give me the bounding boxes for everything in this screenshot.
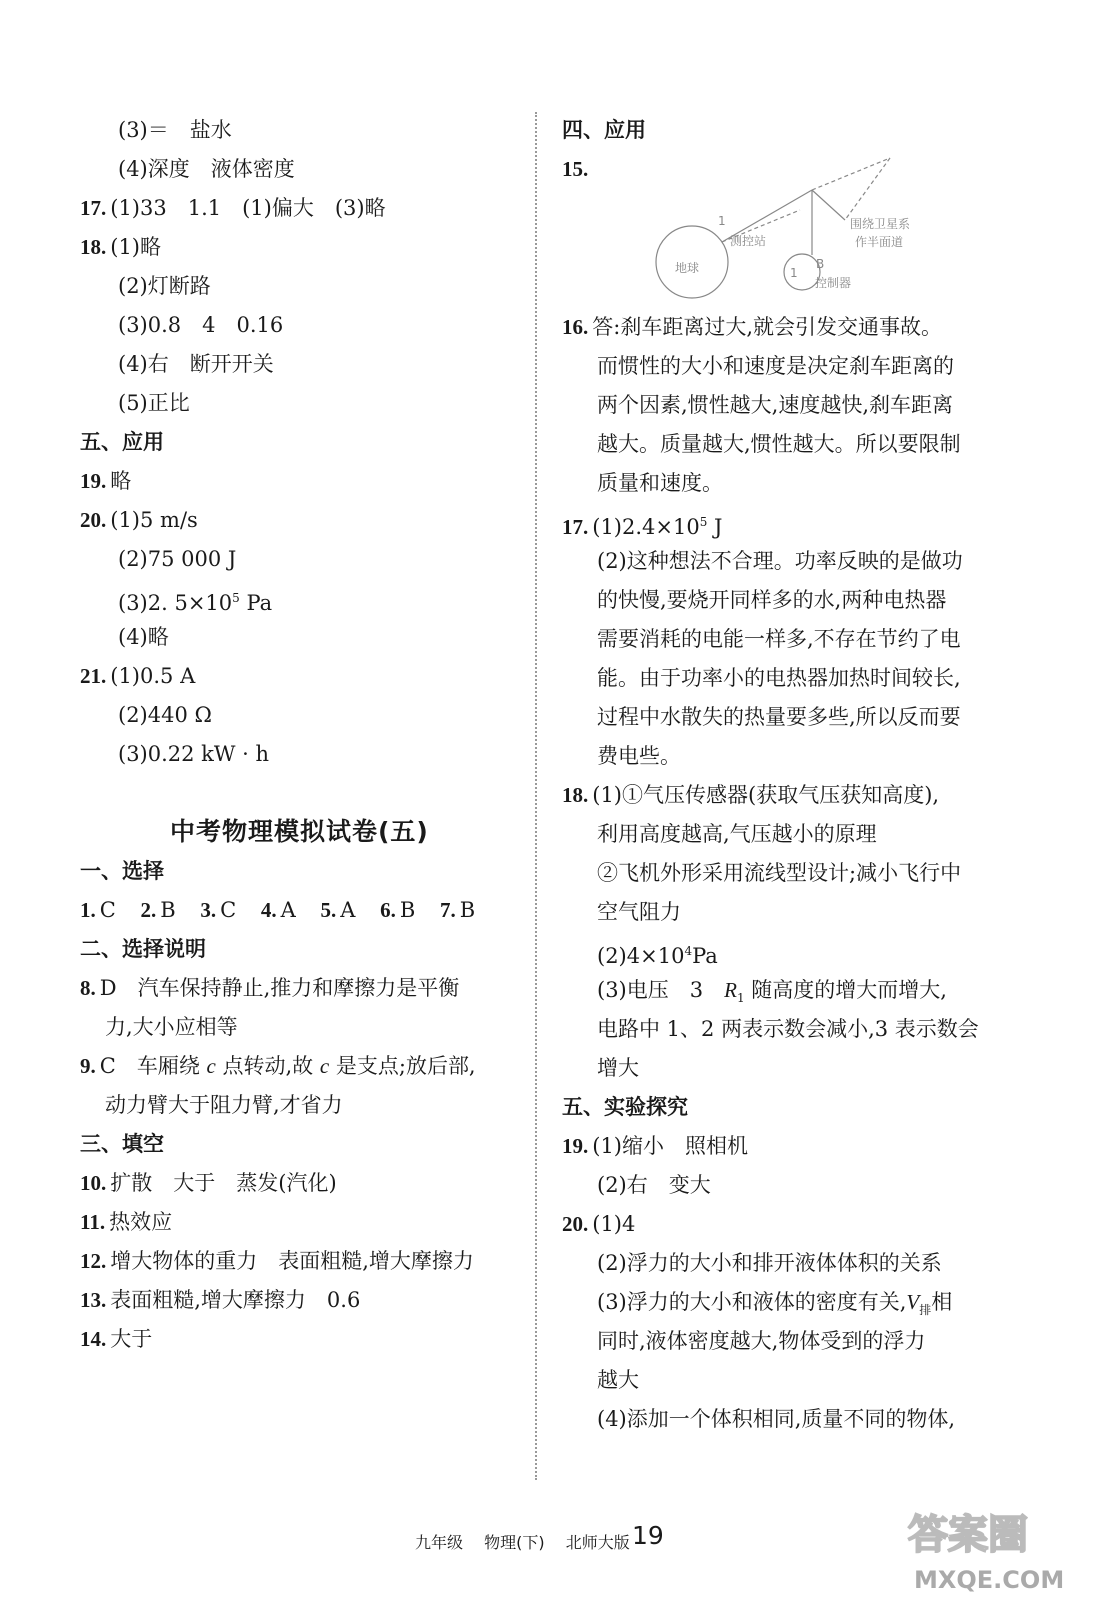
mc-ans-2: B — [160, 898, 176, 922]
q17-answer — [80, 193, 386, 223]
q16-part4: (4)深度 液体密度 — [118, 157, 295, 181]
page-footer — [415, 1530, 646, 1553]
q13-answer — [80, 1285, 360, 1315]
section-3-heading: 三、填空 — [80, 1131, 164, 1156]
q11-text: 热效应 — [109, 1210, 173, 1234]
q16-part3: (3)＝ 盐水 — [118, 118, 232, 142]
q9-answer — [80, 1051, 476, 1081]
q9-line1-a: C 车厢绕 — [99, 1054, 207, 1078]
q20-right-volume-sub: 排 — [919, 1303, 932, 1318]
q19-number: 19. — [80, 469, 107, 493]
q20-right-part2: (2)浮力的大小和排开液体体积的关系 — [597, 1251, 942, 1275]
mc-num-6: 6. — [380, 898, 396, 922]
q18-right-resistor-R: R — [724, 978, 737, 1002]
q17-right-part2-line2: 的快慢,要烧开同样多的水,两种电热器 — [597, 588, 947, 612]
q20-number: 20. — [80, 508, 107, 532]
q20-right-part4: (4)添加一个体积相同,质量不同的物体, — [597, 1407, 956, 1431]
q21-part3: (3)0.22 kW · h — [118, 742, 270, 766]
q20-part3-unit: Pa — [239, 591, 273, 615]
footer-subject: 物理(下) — [484, 1533, 545, 1552]
q20-part3-base: (3)2. 5×10 — [118, 591, 233, 615]
earth-label: 地球 — [675, 261, 700, 275]
exam-title: 中考物理模拟试卷(五) — [170, 817, 429, 846]
q16-answer — [562, 312, 942, 342]
q16-number: 16. — [562, 315, 589, 339]
watermark-line1: 答案圈 — [908, 1512, 1028, 1558]
q20-right-part3 — [597, 1287, 952, 1325]
q17-number: 17. — [80, 196, 107, 220]
q20-right-volume-V: V — [906, 1290, 920, 1314]
q16-line4: 越大。质量越大,惯性越大。所以要限制 — [597, 432, 961, 456]
q18-right-part2-base: (2)4×10 — [597, 944, 685, 968]
q18-answer — [80, 232, 161, 262]
q20-answer — [80, 505, 198, 535]
section-5-heading: 五、应用 — [80, 429, 164, 454]
q16-line5: 质量和速度。 — [597, 471, 723, 495]
q17-right-part1-unit: J — [707, 515, 723, 539]
station-label: 测控站 — [730, 234, 767, 248]
q21-text: (1)0.5 A — [110, 664, 196, 688]
q17-right-part2-line4: 能。由于功率小的电热器加热时间较长, — [597, 666, 961, 690]
q18-text: (1)略 — [110, 235, 161, 259]
q14-number: 14. — [80, 1327, 107, 1351]
mc-ans-5: A — [340, 898, 356, 922]
mars-label-line2: 作半面道 — [855, 235, 904, 249]
q9-line2: 动力臂大于阻力臂,才省力 — [105, 1093, 343, 1117]
q18-right-number: 18. — [562, 783, 589, 807]
q12-answer — [80, 1246, 474, 1276]
q8-number: 8. — [80, 976, 96, 1000]
mc-ans-4: A — [280, 898, 296, 922]
footer-grade: 九年级 — [415, 1533, 464, 1552]
footer-edition: 北师大版 — [565, 1533, 630, 1552]
q17-right-part2-line3: 需要消耗的电能一样多,不存在节约了电 — [597, 627, 961, 651]
q18-part5: (5)正比 — [118, 391, 190, 415]
q16-line2: 而惯性的大小和速度是决定刹车距离的 — [597, 354, 954, 378]
q18-number: 18. — [80, 235, 107, 259]
mc-ans-1: C — [99, 898, 116, 922]
q11-number: 11. — [80, 1210, 106, 1234]
q18-right-part3-line3: 增大 — [597, 1056, 639, 1080]
q17-right-part2-line1: (2)这种想法不合理。功率反映的是做功 — [597, 549, 963, 573]
q9-pivot-c2: c — [319, 1054, 330, 1078]
q9-line1-c: 是支点;放后部, — [329, 1054, 476, 1078]
q15-diagram — [650, 150, 960, 305]
q11-answer — [80, 1207, 172, 1237]
watermark-line2: MXQE.COM — [914, 1566, 1065, 1594]
controller-b-label: B — [816, 257, 825, 271]
q20-right-part3-line2: 同时,液体密度越大,物体受到的浮力 — [597, 1329, 926, 1353]
q17-right-part2-line5: 过程中水散失的热量要多些,所以反而要 — [597, 705, 961, 729]
q20-right-part3-b: 相 — [931, 1290, 953, 1314]
signal-line-to-mars — [812, 190, 845, 220]
q18-part2: (2)灯断路 — [118, 274, 211, 298]
q17-right-answer — [562, 507, 722, 542]
q20-right-number: 20. — [562, 1212, 589, 1236]
section-1-heading: 一、选择 — [80, 858, 164, 883]
q18-right-answer — [562, 780, 939, 810]
q18-right-line2: 利用高度越高,气压越小的原理 — [597, 822, 877, 846]
q19-right-part1: (1)缩小 照相机 — [592, 1134, 748, 1158]
q17-right-part2-line6: 费电些。 — [597, 744, 681, 768]
q19-right-answer — [562, 1131, 748, 1161]
q17-right-part1-exponent: 5 — [699, 515, 708, 529]
q21-answer — [80, 661, 195, 691]
q21-part2: (2)440 Ω — [118, 703, 212, 727]
q19-text: 略 — [110, 469, 132, 493]
mc-num-5: 5. — [320, 898, 337, 922]
mc-num-4: 4. — [260, 898, 277, 922]
q20-part2: (2)75 000 J — [118, 547, 237, 571]
mc-num-3: 3. — [200, 898, 217, 922]
q18-right-line4: 空气阻力 — [597, 900, 681, 924]
q9-number: 9. — [80, 1054, 96, 1078]
q20-part3 — [118, 583, 272, 618]
q21-number: 21. — [80, 664, 107, 688]
controller-number-label: 1 — [790, 266, 798, 280]
q10-number: 10. — [80, 1171, 107, 1195]
q20-text: (1)5 m/s — [110, 508, 198, 532]
section-2-heading: 二、选择说明 — [80, 936, 206, 961]
q17-right-number: 17. — [562, 515, 589, 539]
q20-part4: (4)略 — [118, 625, 169, 649]
q18-right-resistor-sub: 1 — [736, 991, 745, 1006]
q12-number: 12. — [80, 1249, 107, 1273]
q17-text: (1)33 1.1 (1)偏大 (3)略 — [110, 196, 386, 220]
q20-right-part3-a: (3)浮力的大小和液体的密度有关, — [597, 1290, 907, 1314]
q10-text: 扩散 大于 蒸发(汽化) — [110, 1171, 337, 1195]
mc-ans-3: C — [220, 898, 237, 922]
q9-pivot-c1: c — [206, 1054, 216, 1078]
q20-right-part3-line3: 越大 — [597, 1368, 639, 1392]
q8-line1: D 汽车保持静止,推力和摩擦力是平衡 — [99, 976, 460, 1000]
q12-text: 增大物体的重力 表面粗糙,增大摩擦力 — [110, 1249, 474, 1273]
q14-text: 大于 — [110, 1327, 153, 1351]
q18-part4: (4)右 断开开关 — [118, 352, 274, 376]
q16-line1: 答:刹车距离过大,就会引发交通事故。 — [592, 315, 942, 339]
dashed-line-top — [812, 158, 890, 190]
q9-line1-b: 点转动,故 — [215, 1054, 320, 1078]
section-5-right-heading: 五、实验探究 — [562, 1094, 688, 1119]
q10-answer — [80, 1168, 337, 1198]
q8-line2: 力,大小应相等 — [105, 1015, 238, 1039]
watermark-logo — [900, 1500, 1090, 1595]
mc-num-7: 7. — [440, 898, 456, 922]
q13-number: 13. — [80, 1288, 107, 1312]
q18-right-part2 — [597, 936, 718, 971]
multiple-choice-answers — [80, 895, 475, 925]
ray-label: 1 — [718, 214, 726, 228]
q18-right-part3-line2: 电路中 1、2 两表示数会减小,3 表示数会 — [597, 1017, 979, 1041]
q18-right-part2-exponent: 4 — [684, 944, 693, 958]
q18-right-line1: (1)①气压传感器(获取气压获知高度), — [592, 783, 940, 807]
q18-part3: (3)0.8 4 0.16 — [118, 313, 284, 337]
q18-right-part3-a: (3)电压 3 — [597, 978, 725, 1002]
column-divider — [535, 112, 537, 1480]
q13-text: 表面粗糙,增大摩擦力 0.6 — [110, 1288, 361, 1312]
mc-num-1: 1. — [80, 898, 96, 922]
mars-label-line1: 围绕卫星系 — [850, 217, 911, 231]
q17-right-part1-base: (1)2.4×10 — [592, 515, 700, 539]
q14-answer — [80, 1324, 152, 1354]
mc-num-2: 2. — [140, 898, 157, 922]
q18-right-part3-b: 随高度的增大而增大, — [744, 978, 947, 1002]
page-number: 19 — [632, 1521, 664, 1550]
q15-number: 15. — [562, 157, 589, 181]
q18-right-part2-unit: Pa — [692, 944, 718, 968]
q20-right-part1: (1)4 — [592, 1212, 636, 1236]
controller-label: 控制器 — [815, 276, 852, 290]
q19-right-number: 19. — [562, 1134, 589, 1158]
mc-ans-6: B — [399, 898, 416, 922]
q18-right-line3: ②飞机外形采用流线型设计;减小飞行中 — [597, 861, 962, 885]
q8-answer — [80, 973, 459, 1003]
q20-right-answer — [562, 1209, 635, 1239]
q20-part3-exponent: 5 — [232, 591, 240, 605]
q18-right-part3 — [597, 975, 947, 1013]
q19-answer — [80, 466, 131, 496]
q16-line3: 两个因素,惯性越大,速度越快,刹车距离 — [597, 393, 954, 417]
section-4-heading: 四、应用 — [562, 117, 646, 142]
mc-ans-7: B — [459, 898, 476, 922]
q19-right-part2: (2)右 变大 — [597, 1173, 711, 1197]
